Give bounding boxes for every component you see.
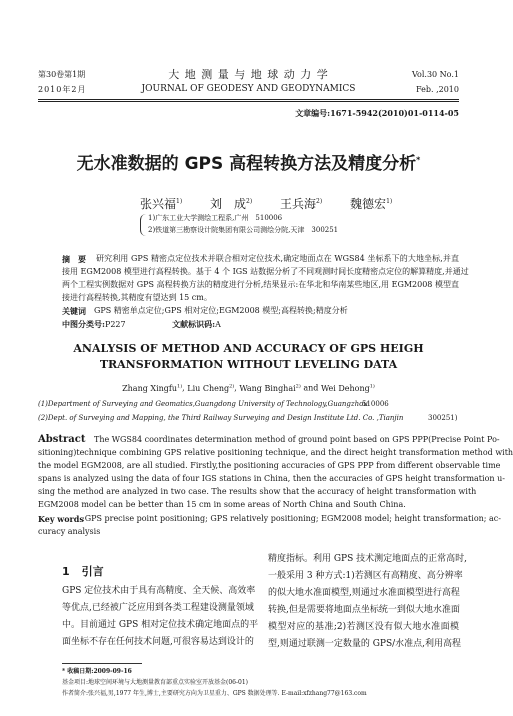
keywords-en-line: curacy analysis [38, 527, 101, 536]
doc-code-value: A [215, 320, 221, 329]
author-cn: 王兵海$^{2)}$ [280, 197, 323, 211]
affiliation-en-1: (1)Department of Surveying and Geomatics,Guangdong University of Technology,Guangzhou [38, 400, 368, 408]
abstract-cn-line: 接用 EGM2008 模型进行高程转换。基于 4 个 IGS 站数据分析了不同观测时间长度精密点定位的解算精度,并通过 [62, 267, 469, 276]
article-number: 文章编号:1671-5942(2010)01-0114-05 [295, 108, 459, 118]
body-right-line: 型,则通过联测一定数量的 GPS/水准点,利用高程 [268, 639, 462, 649]
abstract-en-line: EGM2008 model can be better than 15 cm in some areas of North China and South China. [38, 500, 406, 509]
affiliation-en-1-code: 510006 [362, 400, 389, 408]
volume-issue-cn: 第30卷第1期 [38, 70, 86, 79]
date-cn: 2010年2月 [38, 85, 87, 94]
body-left-line: GPS 定位技术由于具有高精度、全天候、高效率 [62, 586, 256, 596]
abstract-cn-line: 两个工程实例数据对 GPS 高程转换方法的精度进行分析,结果显示:在华北和华南某些地区,用 EGM2008 模型直 [62, 280, 459, 289]
keywords-cn-label: 关键词 [62, 306, 86, 316]
authors-en: Zhang Xingfu$^{1)}$, Liu Cheng$^{2)}$, Wang Binghai$^{2)}$ and Wei Dehong$^{1)}$ [122, 383, 375, 393]
affiliation-en-2: (2)Dept. of Surveying and Mapping, the Third Railway Surveying and Design Institute Ltd. Co. ,Tianjin [38, 414, 404, 422]
affiliation-cn-2: 2)铁道第三勘察设计院集团有限公司测绘分院,天津 300251 [148, 226, 339, 234]
journal-title-en: JOURNAL OF GEODESY AND GEODYNAMICS [141, 84, 356, 94]
abstract-cn-line: 研究利用 GPS 精密点定位技术并联合相对定位技术,确定地面点在 WGS84 坐标系下的大地坐标,并直 [96, 254, 459, 263]
footnote-author-bio: 作者简介:张兴福,男,1977 年生,博士,主要研究方向为卫星重力、GPS 数据处理等. E-mail:xfzhang77@163.com [62, 690, 367, 697]
body-left-line: 中。目前通过 GPS 相对定位技术确定地面点的平 [62, 620, 259, 630]
author-cn: 魏德宏$^{1)}$ [350, 197, 393, 211]
body-right-line: 一般采用 3 种方式:1)若测区有高精度、高分辨率 [268, 571, 463, 581]
section-heading [62, 563, 104, 579]
header-rule-bottom [38, 101, 459, 102]
author-en: Wei Dehong$^{1)}$ [320, 383, 375, 393]
abstract-en-line: The WGS84 coordinates determination method of ground point based on GPS PPP(Precise Point Po- [94, 435, 500, 444]
abstract-cn-line: 接进行高程转换,其精度有望达到 15 cm。 [62, 293, 212, 302]
paper-title-cn [0, 149, 497, 174]
abstract-en-label: Abstract [38, 434, 86, 445]
author-en: Zhang Xingfu$^{1)}$ [122, 383, 183, 393]
keywords-cn: GPS 精密单点定位;GPS 相对定位;EGM2008 模型;高程转换;精度分析 [94, 306, 348, 315]
footnote-funding: 基金项目:地球空间环境与大地测量教育部重点实验室开放基金(06-01) [62, 679, 249, 686]
date-en: Feb. ,2010 [416, 85, 459, 94]
body-right-line: 模型对应的基准;2)若测区没有似大地水准面模 [268, 622, 459, 632]
classification [62, 319, 221, 330]
footnote-received: * 收稿日期:2009-09-16 [62, 668, 132, 675]
authors-cn [140, 195, 392, 212]
doc-code-label: 文献标识码: [172, 319, 216, 329]
keywords-en-line: :GPS precise point positioning; GPS relatively positioning; EGM2008 model; height transformation; ac- [82, 514, 501, 523]
abstract-cn-label: 摘 要 [62, 254, 86, 264]
body-right-line: 的似大地水准面模型,则通过水准面模型进行高程 [268, 588, 460, 598]
author-en: Wang Binghai$^{2)}$ [239, 383, 301, 393]
keywords-en-label: Key words [38, 514, 84, 524]
body-right-line: 精度指标。利用 GPS 技术测定地面点的正常高时, [268, 554, 467, 564]
author-cn: 刘 成$^{2)}$ [210, 197, 253, 211]
affiliation-cn-1: 1)广东工业大学测绘工程系,广州 510006 [148, 214, 283, 222]
title-footnote-mark: * [416, 155, 421, 165]
title-text: 无水准数据的 GPS 高程转换方法及精度分析 [76, 154, 417, 174]
section-number: 1 [62, 565, 70, 578]
affiliation-brace-cn [140, 214, 147, 236]
paper-title-en-line1: ANALYSIS OF METHOD AND ACCURACY OF GPS HEIGH [73, 342, 424, 355]
abstract-en-line: sitioning)technique combining GPS relative positioning technique, and the direct height transformation method with [38, 448, 513, 457]
clc-label: 中图分类号: [62, 319, 105, 329]
abstract-en-line: spans is analyzed using the data of four IGS stations in China, then the accuracies of GPS height transformation u- [38, 474, 505, 483]
volume-issue-en: Vol.30 No.1 [412, 70, 459, 79]
body-left-line: 面坐标不存在任何技术问题,可很容易达到设计的 [62, 637, 254, 647]
author-en: Liu Cheng$^{2)}$ [187, 383, 235, 393]
body-right-line: 转换,但是需要将地面点坐标统一到似大地水准面 [268, 605, 460, 615]
paper-title-en-line2: TRANSFORMATION WITHOUT LEVELING DATA [99, 358, 398, 371]
section-title: 引言 [81, 565, 104, 578]
affiliation-en-2-code: 300251) [428, 414, 458, 422]
body-left-line: 等优点,已经被广泛应用到各类工程建设测量领域 [62, 603, 254, 613]
journal-title-cn: 大 地 测 量 与 地 球 动 力 学 [168, 68, 329, 81]
footnote-rule [62, 663, 142, 664]
abstract-en-line: sing the method are analyzed in two case. The results show that the accuracy of height transformation with [38, 487, 477, 496]
header-rule-top [38, 99, 459, 100]
clc-value: P227 [104, 320, 126, 329]
author-cn: 张兴福$^{1)}$ [140, 197, 183, 211]
abstract-en-line: the model EGM2008, are all studied. Firstly,the positioning accuracies of GPS PPP from different observable time [38, 461, 501, 470]
